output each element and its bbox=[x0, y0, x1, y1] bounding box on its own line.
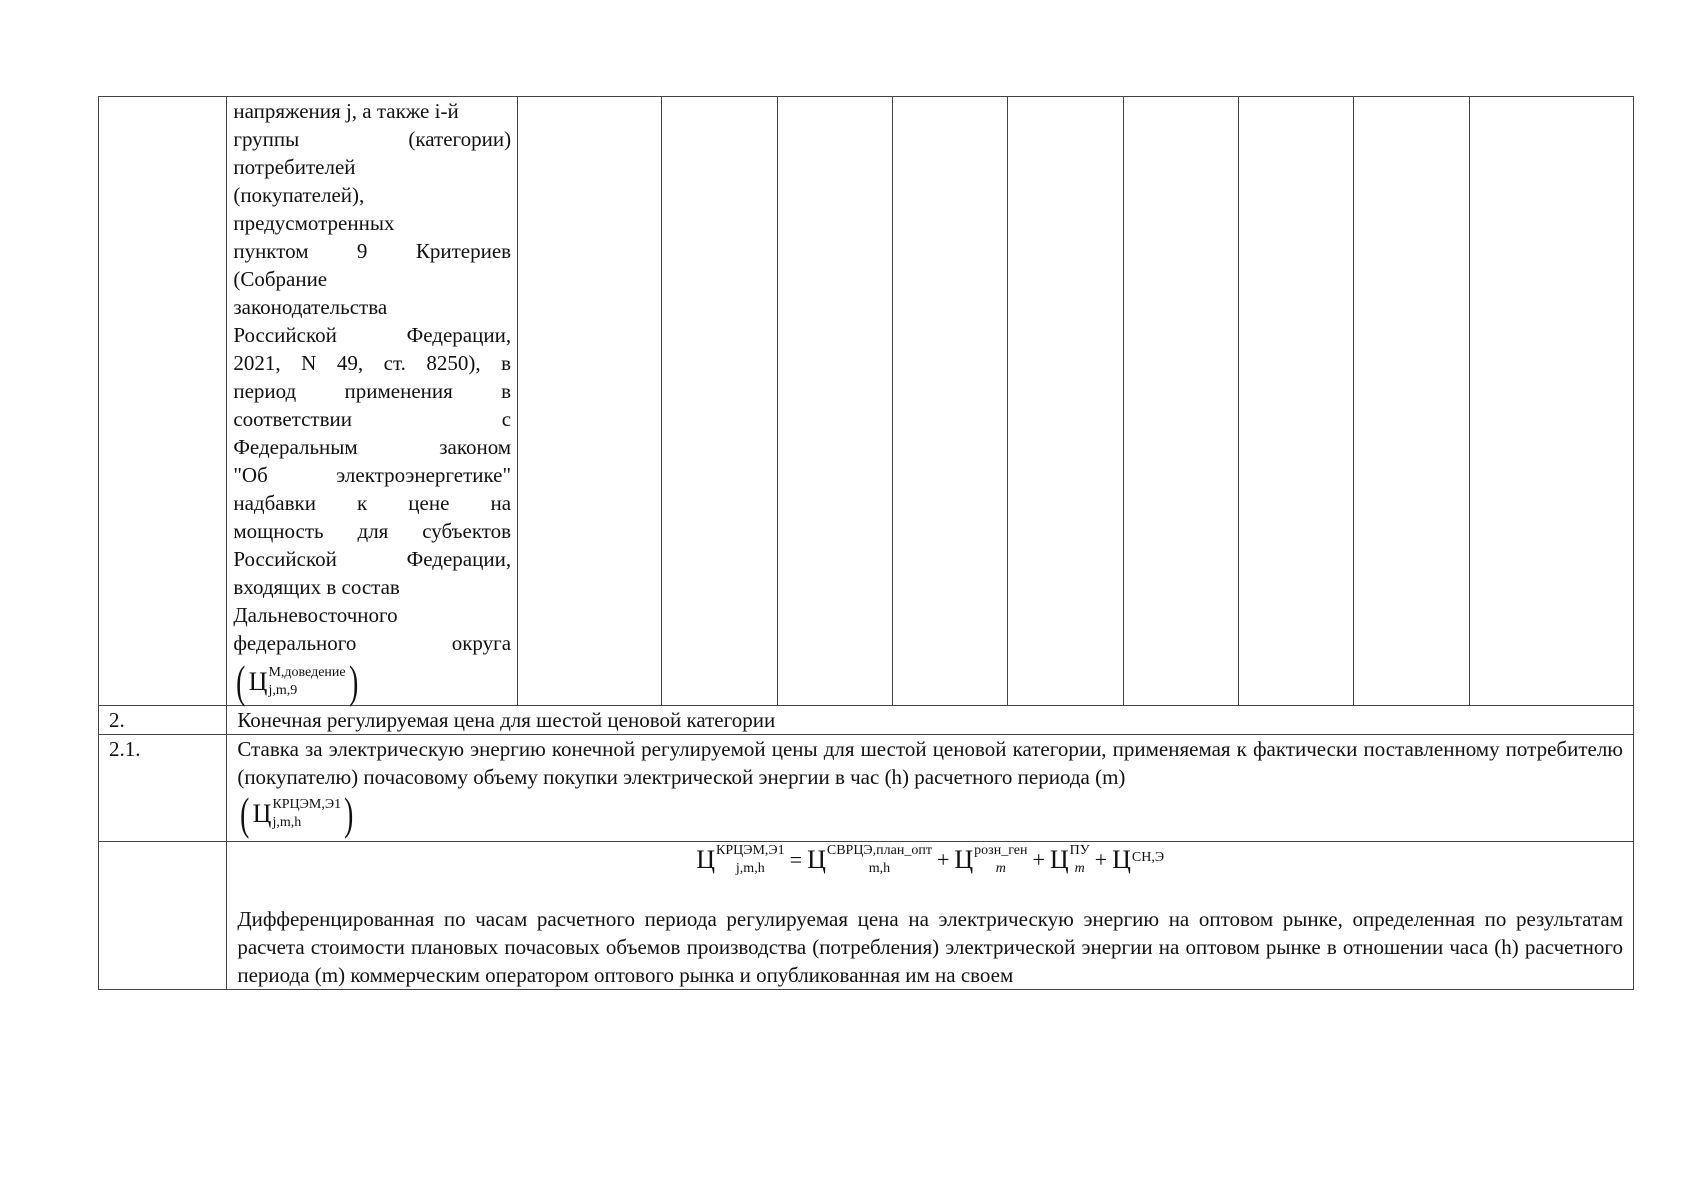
description-line: "Об электроэнергетике" bbox=[233, 463, 512, 487]
value-cell bbox=[777, 97, 892, 706]
value-cell bbox=[1469, 97, 1633, 706]
description-lines bbox=[233, 97, 511, 657]
description-line: напряжения j, а также i-й bbox=[233, 99, 459, 123]
price-symbol-mdovedenie: ( Ц М,доведение j,m,9 ) bbox=[236, 656, 358, 707]
table-row bbox=[99, 735, 1634, 842]
table-row bbox=[99, 842, 1634, 990]
description-line: потребителей bbox=[233, 155, 356, 179]
value-cell bbox=[1008, 97, 1123, 706]
formula-cell bbox=[227, 842, 1634, 990]
description-line: мощность для субъектов bbox=[233, 519, 512, 543]
description-line: соответствии с bbox=[233, 407, 512, 431]
row-number-cell bbox=[99, 97, 227, 706]
rate-description: Ставка за электрическую энергию конечной регулируемой цены для шестой ценовой категории, применяемая к фактически поставленному потребителю (покупателю) почасовому объему покупки электрической энергии в час (h) расчетного периода (m) bbox=[237, 737, 1623, 789]
row-number-cell bbox=[99, 842, 227, 990]
table-row bbox=[99, 97, 1634, 706]
description-line: входящих в состав bbox=[233, 575, 400, 599]
row-number: 2.1. bbox=[99, 735, 227, 842]
value-cell bbox=[1354, 97, 1469, 706]
description-line: 2021, N 49, ст. 8250), в bbox=[233, 351, 512, 375]
description-line: пунктом 9 Критериев bbox=[233, 239, 512, 263]
value-cell bbox=[1123, 97, 1238, 706]
description-line: надбавки к цене на bbox=[233, 491, 512, 515]
indicator-description-cell bbox=[227, 97, 518, 706]
description-line: Дальневосточного bbox=[233, 603, 398, 627]
table-row bbox=[99, 706, 1634, 735]
value-cell bbox=[662, 97, 777, 706]
description-line: (покупателей), bbox=[233, 183, 365, 207]
description-line: федерального округа bbox=[233, 631, 512, 655]
row-number: 2. bbox=[99, 706, 227, 735]
description-line: период применения в bbox=[233, 379, 512, 403]
value-cell bbox=[893, 97, 1008, 706]
description-line: предусмотренных bbox=[233, 211, 395, 235]
value-cell bbox=[518, 97, 662, 706]
formula: Ц КРЦЭМ,Э1 j,m,h = Ц СВРЦЭ,план_опт m,h + Ц розн_ген m + Ц ПУ m + Ц СН,Э bbox=[696, 843, 1165, 876]
price-symbol-krcem: ( Ц КРЦЭМ,Э1 j,m,h ) bbox=[240, 788, 354, 839]
rate-description-cell bbox=[227, 735, 1634, 842]
description-line: Федеральным законом bbox=[233, 435, 512, 459]
description-line: законодательства bbox=[233, 295, 388, 319]
description-line: группы (категории) bbox=[233, 127, 512, 151]
value-cell bbox=[1238, 97, 1353, 706]
section-heading: Конечная регулируемая цена для шестой ценовой категории bbox=[227, 706, 1634, 735]
document-table bbox=[98, 96, 1634, 990]
description-line: Российской Федерации, bbox=[233, 547, 512, 571]
description-line: (Собрание bbox=[233, 267, 328, 291]
price-definition-text: Дифференцированная по часам расчетного периода регулируемая цена на электрическую энергию на оптовом рынке, определенная по результатам расчета стоимости плановых почасовых объемов производства (потребления) электрической энергии на оптовом рынке в отношении часа (h) расчетного периода (m) коммерческим оператором оптового рынка и опубликованная им на своем bbox=[237, 907, 1623, 987]
description-line: Российской Федерации, bbox=[233, 323, 512, 347]
